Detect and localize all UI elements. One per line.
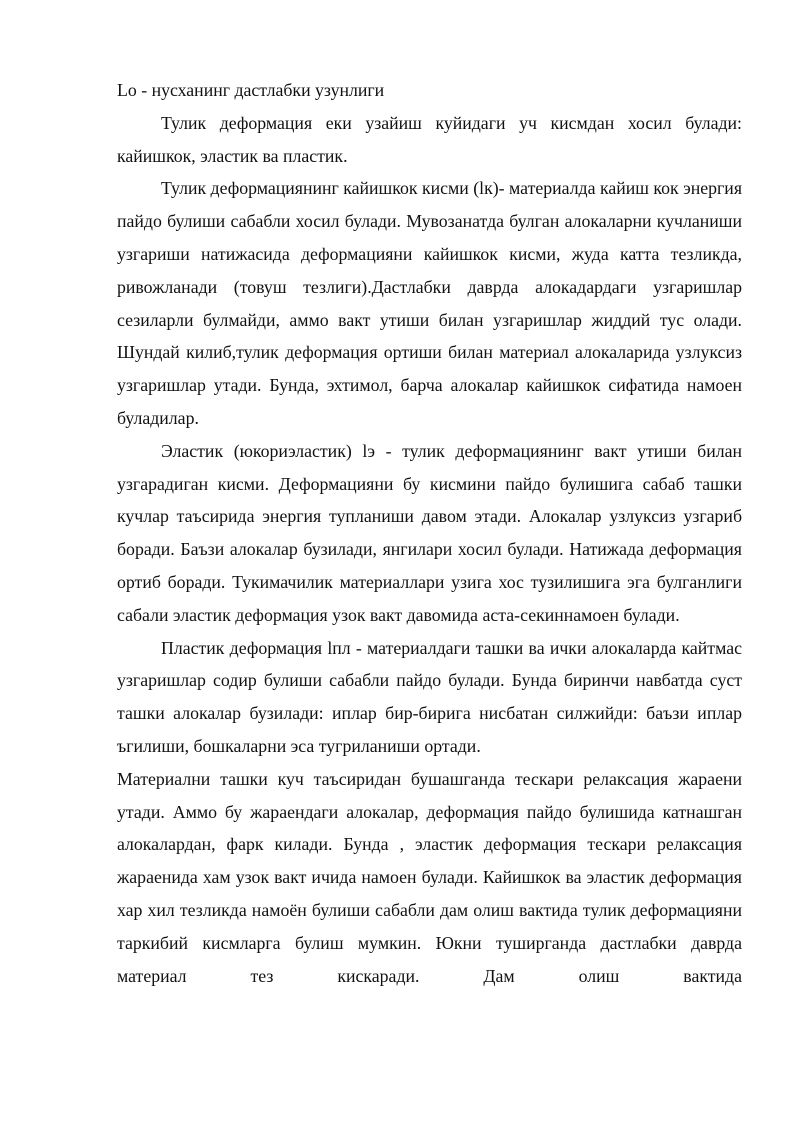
paragraph-lo-definition: Lo - нусханинг дастлабки узунлиги [117, 80, 385, 100]
paragraph-elastic-part: Тулик деформациянинг кайишкок кисми (lк)- материалда кайиш кок энергия пайдо булиши сабабли хосил булади. Мувозанатда булган алокаларни кучланиши узгариши натижасида деформацияни кайишкок кисми, жуда катта тезликда, ривожланади (товуш тезлиги).Дастлабки даврда алокадардаги узгаришлар сезиларли булмайди, аммо вакт утиши билан узгаришлар жиддий тус олади. Шундай килиб,тулик деформация ортиши билан материал алокаларида узлуксиз узгаришлар утади. Бунда, эхтимол, барча алокалар кайишкок сифатида намоен буладилар. [117, 178, 743, 428]
paragraph-relaxation: Материални ташки куч таъсиридан бушашганда тескари релаксация жараени утади. Аммо бу жараендаги алокалар, деформация пайдо булишида катнашган алокалардан, фарк килади. Бунда , эластик деформация тескари релаксация жараенида хам узок вакт ичида намоен булади. Кайишкок ва эластик деформация хар хил тезликда намоён булиши сабабли дам олиш вактида тулик деформацияни таркибий кисмларга булиш мумкин. Юкни туширганда дастлабки даврда материал тез кискаради. Дам олиш вактида [117, 768, 742, 986]
document-page [117, 74, 742, 992]
paragraph-total-deformation: Тулик деформация еки узайиш куйидаги уч кисмдан хосил булади: кайишкок, эластик ва пластик. [117, 112, 742, 166]
paragraph-plastic-part: Пластик деформация lпл - материалдаги ташки ва ички алокаларда кайтмас узгаришлар содир булиши сабабли пайдо булади. Бунда биринчи навбатда суст ташки алокалар бузилади: иплар бир-бирига нисбатан силжийди: баъзи иплар ъгилиши, бошкаларни эса тугриланиши ортади. [117, 637, 742, 756]
paragraph-high-elastic-part: Эластик (юкориэластик) lэ - тулик деформациянинг вакт утиши билан узгарадиган кисми. Деформацияни бу кисмини пайдо булишига сабаб ташки кучлар таъсирида энергия тупланиши давом этади. Алокалар узлуксиз узгариб боради. Баъзи алокалар бузилади, янгилари хосил булади. Натижада деформация ортиб боради. Тукимачилик материаллари узига хос тузилишига эга булганлиги сабали эластик деформация узок вакт давомида аста-секиннамоен булади. [117, 440, 742, 625]
